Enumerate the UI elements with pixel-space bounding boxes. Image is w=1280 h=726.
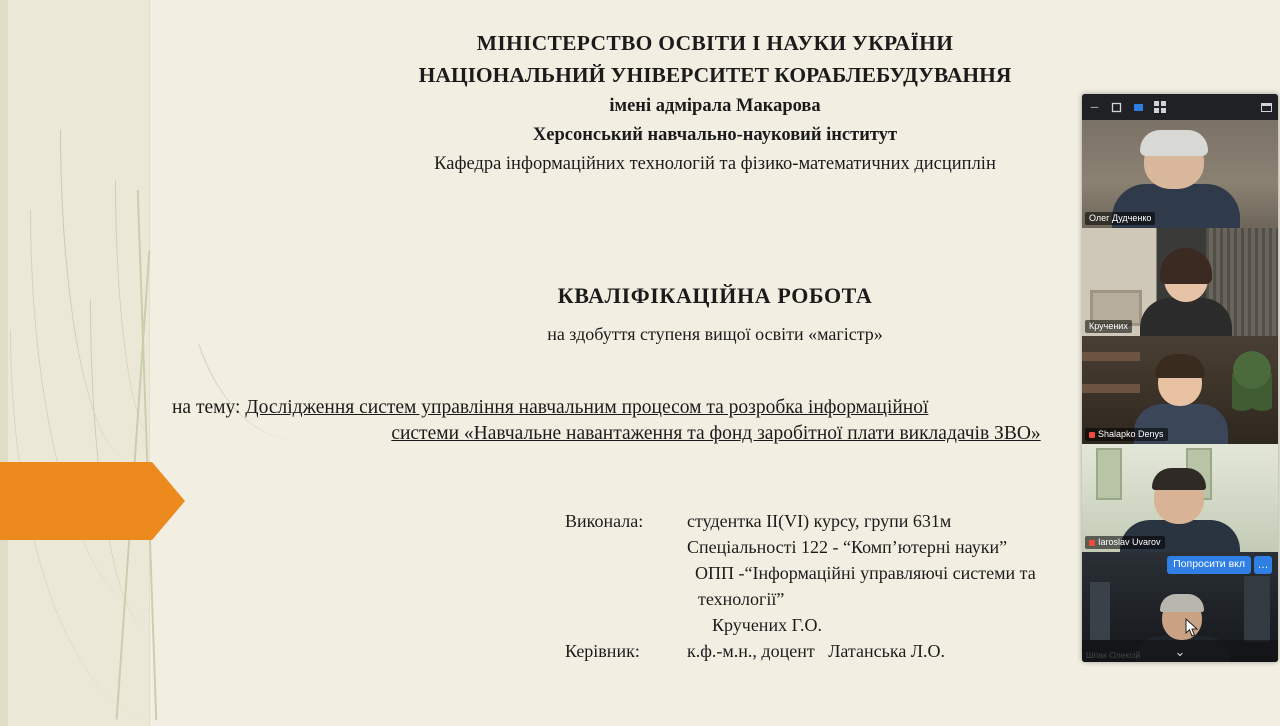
- performer-line-1: студентка ІІ(VI) курсу, групи 631м: [687, 511, 952, 531]
- header-line-department: Кафедра інформаційних технологій та фізико-математичних дисциплін: [434, 154, 996, 174]
- more-options-button[interactable]: …: [1254, 556, 1272, 574]
- orange-arrow-shape: [0, 462, 152, 540]
- performer-line-3: ОПП -“Інформаційні управляючі системи та: [695, 563, 1036, 584]
- door-decor: [1096, 448, 1122, 500]
- participant-name: Кручених: [1085, 320, 1132, 333]
- performer-line-4: технології”: [698, 589, 785, 610]
- lamp-decor: [1090, 582, 1110, 640]
- header-line-ministry: МІНІСТЕРСТВО ОСВІТИ І НАУКИ УКРАЇНИ: [476, 31, 954, 55]
- performer-label: Виконала:: [565, 511, 644, 531]
- supervisor-label: Керівник:: [565, 641, 640, 662]
- supervisor-value: к.ф.-м.н., доцент Латанська Л.О.: [687, 641, 946, 662]
- muted-mic-icon: [1089, 540, 1095, 546]
- topic-line-1: Дослідження систем управління навчальним процесом та розробка інформаційної: [245, 397, 929, 418]
- person-hair: [1160, 594, 1204, 612]
- performer-row: [565, 508, 1036, 534]
- header-line-named-after: імені адмірала Макарова: [609, 96, 821, 116]
- signature-block: [565, 508, 1036, 665]
- video-conference-panel[interactable]: [1082, 94, 1278, 662]
- participant-name: [1085, 428, 1168, 441]
- band-edge: [0, 0, 8, 726]
- performer-name: Кручених Г.О.: [712, 615, 822, 636]
- chevron-down-icon[interactable]: ⌄: [1174, 643, 1186, 659]
- header-line-institute: Херсонський навчально-науковий інститут: [532, 125, 898, 145]
- shelf-decor: [1082, 384, 1140, 393]
- page-title: КВАЛІФІКАЦІЙНА РОБОТА: [557, 283, 873, 308]
- person-hair: [1140, 130, 1208, 156]
- participant-name-text: Shalapko Denys: [1098, 429, 1164, 439]
- participant-name-text: Iaroslav Uvarov: [1098, 537, 1161, 547]
- video-panel-titlebar[interactable]: [1082, 94, 1278, 120]
- topic-line-2: системи «Навчальне навантаження та фонд заробітної плати викладачів ЗВО»: [391, 423, 1041, 445]
- participant-name: Олег Дудченко: [1085, 212, 1155, 225]
- panel-scroll-footer[interactable]: [1082, 640, 1278, 662]
- header-line-university: НАЦІОНАЛЬНИЙ УНІВЕРСИТЕТ КОРАБЛЕБУДУВАННЯ: [418, 63, 1012, 87]
- page-subtitle: на здобуття ступеня вищої освіти «магістр»: [547, 324, 883, 344]
- decorative-left-band: [0, 0, 150, 726]
- ask-to-unmute-button[interactable]: Попросити вкл: [1167, 556, 1251, 574]
- restore-icon[interactable]: [1110, 101, 1123, 114]
- topic-label: на тему:: [172, 397, 246, 418]
- participant-tile[interactable]: [1082, 120, 1278, 228]
- participant-tiles: [1082, 120, 1278, 662]
- plant-icon: [1232, 342, 1272, 412]
- lamp-decor: [1244, 576, 1270, 642]
- participant-tile[interactable]: [1082, 336, 1278, 444]
- person-body: [1140, 298, 1232, 336]
- fill-icon[interactable]: [1132, 101, 1145, 114]
- shelf-decor: [1082, 352, 1140, 361]
- participant-tile[interactable]: [1082, 444, 1278, 552]
- person-hair: [1152, 468, 1206, 490]
- popout-window-icon[interactable]: [1261, 103, 1272, 112]
- grid-view-icon[interactable]: [1154, 101, 1166, 113]
- supervisor-row: [565, 638, 1036, 664]
- minimize-icon[interactable]: –: [1090, 98, 1099, 115]
- muted-mic-icon: [1089, 432, 1095, 438]
- performer-line-2: Спеціальності 122 - “Комп’ютерні науки”: [687, 537, 1008, 558]
- participant-name: [1085, 536, 1165, 549]
- participant-tile[interactable]: [1082, 228, 1278, 336]
